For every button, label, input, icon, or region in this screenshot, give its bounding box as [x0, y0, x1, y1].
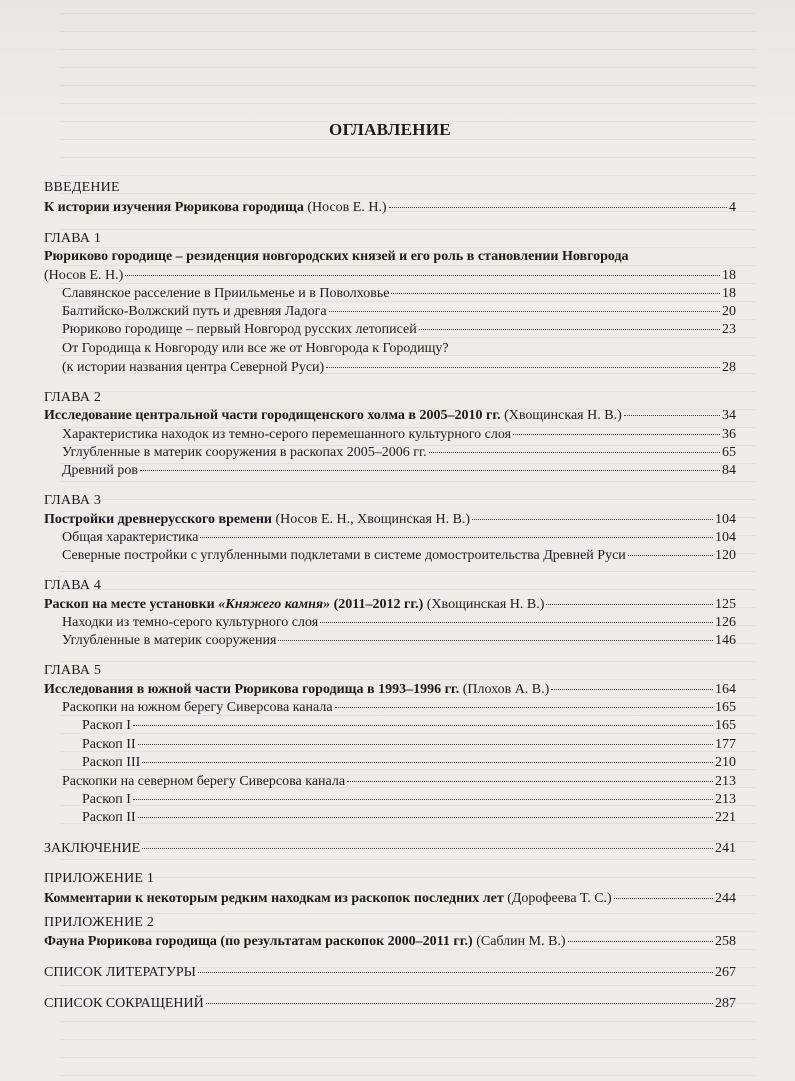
dot-leader — [389, 207, 727, 208]
dot-leader — [320, 622, 713, 623]
page-number: 146 — [715, 633, 736, 648]
entry-author: (Носов Е. Н., Хвощинская Н. В.) — [275, 512, 471, 527]
chapter-3-heading: ГЛАВА 3 — [44, 493, 102, 508]
entry-title: Раскоп II — [82, 737, 136, 752]
page-number: 125 — [715, 597, 736, 612]
entry-title: Характеристика находок из темно-серого перемешанного культурного слоя — [62, 427, 512, 442]
page-number: 287 — [715, 996, 736, 1011]
chapter-1-title[interactable]: Рюриково городище – резиденция новгородских князей и его роль в становлении Новгорода — [44, 249, 629, 264]
toc-subentry[interactable] — [62, 426, 736, 444]
entry-title: Раскоп II — [82, 810, 136, 825]
page-number: 34 — [722, 408, 736, 423]
dot-leader — [419, 329, 720, 330]
dot-leader — [125, 275, 720, 276]
entry-title: Углубленные в материк сооружения — [62, 633, 277, 648]
dot-leader — [628, 555, 713, 556]
entry-title: Раскоп III — [82, 755, 141, 770]
entry-title: Раскоп I — [82, 718, 131, 733]
dot-leader — [335, 707, 713, 708]
page-number: 165 — [715, 718, 736, 733]
entry-title: Исследования в южной части Рюрикова городища в 1993–1996 гг. — [44, 682, 460, 697]
toc-entry-abbreviations[interactable] — [44, 995, 736, 1013]
toc-subentry[interactable] — [62, 632, 736, 650]
page-number: 28 — [722, 360, 736, 375]
toc-subentry[interactable] — [62, 444, 736, 462]
dot-leader — [142, 762, 713, 763]
entry-title-line-2: (к истории названия центра Северной Руси) — [62, 360, 325, 375]
entry-author: (Саблин М. В.) — [476, 934, 566, 949]
entry-title: Фауна Рюрикова городища (по результатам раскопок 2000–2011 гг.) — [44, 934, 473, 949]
toc-entry-intro[interactable] — [44, 199, 736, 217]
dot-leader — [200, 537, 713, 538]
chapter-1-heading: ГЛАВА 1 — [44, 231, 102, 246]
dot-leader — [138, 817, 713, 818]
toc-subentry[interactable] — [62, 614, 736, 632]
toc-title: ОГЛАВЛЕНИЕ — [329, 120, 451, 139]
page-number: 165 — [715, 700, 736, 715]
entry-title: Комментарии к некоторым редким находкам из раскопок последних лет — [44, 891, 504, 906]
entry-title: Северные постройки с углубленными подклетами в системе домостроительства Древней Руси — [62, 548, 626, 563]
toc-subentry[interactable] — [62, 303, 736, 321]
entry-title: Раскопки на северном берегу Сиверсова канала — [62, 774, 346, 789]
toc-subentry[interactable] — [62, 359, 736, 377]
dot-leader — [614, 898, 713, 899]
page-number: 213 — [715, 774, 736, 789]
entry-title: Рюриково городище – первый Новгород русских летописей — [62, 322, 417, 337]
toc-subentry[interactable] — [62, 699, 736, 717]
page-number: 20 — [722, 304, 736, 319]
dot-leader — [198, 972, 713, 973]
toc-subsubentry[interactable] — [82, 754, 736, 772]
entry-title: Находки из темно-серого культурного слоя — [62, 615, 319, 630]
page-number: 164 — [715, 682, 736, 697]
entry-title: Исследование центральной части городищенского холма в 2005–2010 гг. — [44, 408, 501, 423]
chapter-2-heading: ГЛАВА 2 — [44, 390, 102, 405]
toc-subsubentry[interactable] — [82, 809, 736, 827]
entry-title: Раскоп I — [82, 792, 131, 807]
toc-subentry[interactable] — [62, 773, 736, 791]
toc-subentry[interactable] — [62, 285, 736, 303]
toc-subentry[interactable] — [62, 529, 736, 547]
entry-title: СПИСОК ЛИТЕРАТУРЫ — [44, 965, 196, 980]
chapter-5-heading: ГЛАВА 5 — [44, 663, 102, 678]
toc-entry-appendix-2[interactable] — [44, 933, 736, 951]
toc-entry-chapter-3[interactable] — [44, 511, 736, 529]
entry-author: (Носов Е. Н.) — [44, 268, 124, 283]
page-number: 126 — [715, 615, 736, 630]
entry-title: Балтийско-Волжский путь и древняя Ладога — [62, 304, 327, 319]
page-number: 244 — [715, 891, 736, 906]
page-number: 36 — [722, 427, 736, 442]
toc-subsubentry[interactable] — [82, 791, 736, 809]
entry-title: Общая характеристика — [62, 530, 199, 545]
toc-entry-chapter-5[interactable] — [44, 681, 736, 699]
entry-title: ЗАКЛЮЧЕНИЕ — [44, 841, 141, 856]
page-number: 210 — [715, 755, 736, 770]
dot-leader — [429, 452, 720, 453]
appendix-1-heading: ПРИЛОЖЕНИЕ 1 — [44, 871, 155, 886]
dot-leader — [133, 725, 713, 726]
toc-subsubentry[interactable] — [82, 717, 736, 735]
intro-heading: ВВЕДЕНИЕ — [44, 180, 120, 195]
toc-entry-literature[interactable] — [44, 964, 736, 982]
entry-title-part: Раскоп на месте установки — [44, 597, 219, 612]
entry-author: (Плохов А. В.) — [462, 682, 550, 697]
page-number: 18 — [722, 286, 736, 301]
page-number: 120 — [715, 548, 736, 563]
toc-entry-chapter-4[interactable] — [44, 596, 736, 614]
toc-entry-appendix-1[interactable] — [44, 890, 736, 908]
chapter-4-heading: ГЛАВА 4 — [44, 578, 102, 593]
dot-leader — [140, 470, 720, 471]
page-number: 213 — [715, 792, 736, 807]
entry-title-line-1[interactable]: От Городища к Новгороду или все же от Новгорода к Городищу? — [62, 341, 449, 356]
dot-leader — [142, 848, 713, 849]
page-number: 18 — [722, 268, 736, 283]
dot-leader — [551, 689, 713, 690]
entry-title-part: (2011–2012 гг.) — [330, 597, 424, 612]
entry-author: (Хвощинская Н. В.) — [504, 408, 622, 423]
page-number: 104 — [715, 512, 736, 527]
dot-leader — [326, 367, 720, 368]
page-number: 177 — [715, 737, 736, 752]
entry-title: СПИСОК СОКРАЩЕНИЙ — [44, 996, 204, 1011]
page-number: 84 — [722, 463, 736, 478]
page-number: 258 — [715, 934, 736, 949]
dot-leader — [546, 604, 713, 605]
dot-leader — [391, 293, 720, 294]
entry-author: (Дорофеева Т. С.) — [507, 891, 612, 906]
dot-leader — [347, 781, 713, 782]
dot-leader — [329, 311, 720, 312]
toc-subentry[interactable] — [62, 462, 736, 480]
entry-title: Славянское расселение в Приильменье и в Поволховье — [62, 286, 390, 301]
dot-leader — [624, 415, 720, 416]
entry-title: Древний ров — [62, 463, 138, 478]
toc-entry-chapter-1[interactable] — [44, 267, 736, 285]
toc-subsubentry[interactable] — [82, 736, 736, 754]
entry-author: (Хвощинская Н. В.) — [426, 597, 545, 612]
entry-title: К истории изучения Рюрикова городища — [44, 200, 304, 215]
dot-leader — [138, 744, 713, 745]
page-number: 241 — [715, 841, 736, 856]
dot-leader — [513, 434, 720, 435]
toc-entry-chapter-2[interactable] — [44, 407, 736, 425]
dot-leader — [133, 799, 713, 800]
entry-title: Постройки древнерусского времени — [44, 512, 272, 527]
toc-subentry[interactable] — [62, 321, 736, 339]
appendix-2-heading: ПРИЛОЖЕНИЕ 2 — [44, 915, 155, 930]
page-number: 104 — [715, 530, 736, 545]
toc-subentry[interactable] — [62, 547, 736, 565]
entry-author: (Носов Е. Н.) — [307, 200, 387, 215]
entry-title: Углубленные в материк сооружения в раскопах 2005–2006 гг. — [62, 445, 427, 460]
entry-title: Раскопки на южном берегу Сиверсова канала — [62, 700, 333, 715]
page-number: 267 — [715, 965, 736, 980]
dot-leader — [472, 519, 713, 520]
page-number: 23 — [722, 322, 736, 337]
toc-entry-conclusion[interactable] — [44, 840, 736, 858]
entry-title-italic: «Княжего камня» — [218, 597, 331, 612]
page-number: 65 — [722, 445, 736, 460]
dot-leader — [568, 941, 713, 942]
page-number: 4 — [729, 200, 736, 215]
dot-leader — [206, 1003, 713, 1004]
page-number: 221 — [715, 810, 736, 825]
dot-leader — [278, 640, 713, 641]
